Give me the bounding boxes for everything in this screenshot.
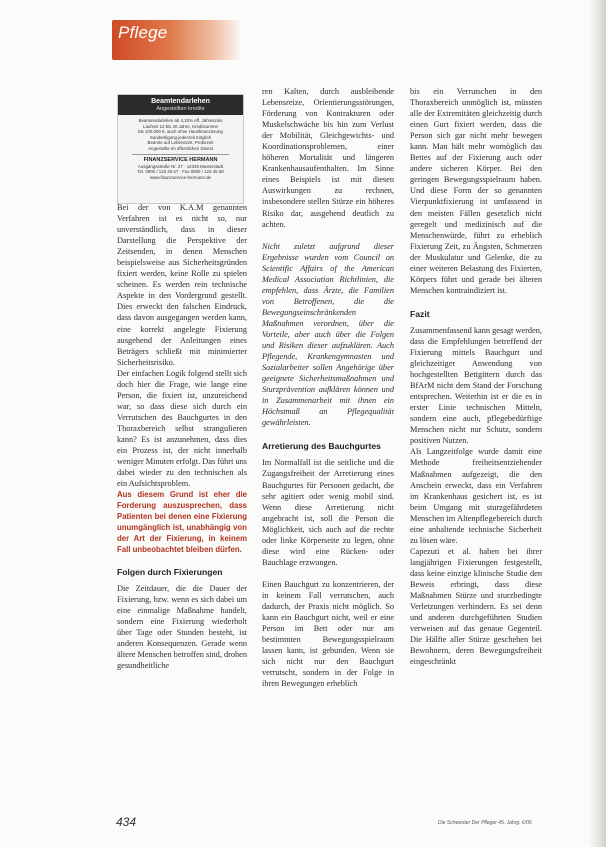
section-heading-folgen: Folgen durch Fixierungen (117, 566, 223, 577)
ad-line: bis 100.000 €, auch ohne Hausfinanzierung (138, 129, 223, 135)
section-heading-arretierung: Arretierung des Bauchgurtes (262, 441, 381, 452)
advertisement-box (117, 94, 244, 204)
body-paragraph: bis ein Verrutschen in den Thoraxbereich unmöglich ist, müssten alle der Extremitäten gleichzeitig durch einen Gurt fixiert werden, dass die Person sich gar nicht mehr bewegen kann. Man hält mehr womöglich das Bettes auf der Fixierung auch oder andere sicheren Körper. Bei den geringen Bewegungsspielraum haben. Und diese Form der so genannten Vierpunktfixierung ist umfassend in den meisten Fällen gesetzlich nicht geregelt und medizinisch auf die Menschenwürde, führt zu erheblich Fixierung Zeit, zu Ängsten, Schmerzen der Muskulatur und Gelenke, die zu einer weiteren Belastung des Fixierten, Körpers führt und gerade bei älteren Menschen kontraindiziert ist. (410, 87, 542, 295)
text-column-2 (262, 86, 394, 689)
ad-subtitle: Angestellten kredite (156, 106, 205, 112)
page-fold-shadow (588, 0, 606, 847)
body-paragraph: Die Zeitdauer, die die Dauer der Fixierung, bzw. wenn es sich dabei um eine einmalige Maßnahme handelt, sondern eine Fixierung wiederholt über Tage oder Stunden besteht, ist anderen Konsequenzen. Gerade wenn ältere Menschen betroffen sind, drohen gesundheitliche (117, 583, 248, 670)
journal-footer: Die Schwester Der Pfleger 45. Jahrg. 6/06 (438, 820, 532, 826)
section-title: Pflege (118, 23, 168, 42)
body-paragraph: Als Langzeitfolge wurde damit eine Methode freiheitsentziehender Maßnahmen aufgezeigt, die den Anschein erweckt, dass ein Verfahren im Krankenhaus gesichert ist, es ist beim Umgang mit sturzgefährdeten Menschen im Altenpflegebereich durch eine anhaltende technische Sicherheit zu lösen wäre. (410, 447, 542, 545)
ad-line: Laufzeit 12 bis 20 Jahre, Kreditsumme (143, 123, 218, 129)
ad-line: Angestellte im öffentlichen Dienst (148, 145, 213, 151)
body-paragraph: Im Normalfall ist die seitliche und die Zugangsfreiheit der Arretierung eines Bauchgurtes für Personen gedacht, die sehr agitiert oder wenig mobil sind. Wenn diese Arretierung nicht angebracht ist, soll die Person die Möglichkeit, sich auch auf die rechte oder linke Körperseite zu legen, ohne diese wird eine Rücken- oder Bauchlage erzwungen. (262, 458, 394, 567)
ad-header (118, 95, 243, 115)
ad-line: Sondertilgung jederzeit möglich (149, 134, 212, 140)
ad-contact-line: Ausgangsstraße Nr. 27 · 12345 Musterstadt (137, 163, 224, 169)
text-column-3 (410, 86, 542, 667)
ad-divider (132, 154, 229, 155)
ad-title: Beamtendarlehen (151, 98, 210, 105)
page-number: 434 (116, 815, 137, 829)
body-paragraph: Bei der von K.A.M genannten Verfahren ist es nicht so, nur unverständlich, dass in dieser Darstellung die Perspektive der Zeitsenden, in denen Menschen beispielsweise aus Sicherheitsgründen fixiert werden, keine Rolle zu spielen scheinen. Es werden rein technische Aspekte in den Vordergrund gestellt. Dies erweckt den falschen Eindruck, dass davon ausgegangen werden kann, eine korrekt angelegte Fixierung ausgehend der Anleitungen eines Beträgers schließt mit minimierter Sicherheitsrisiko. (117, 203, 247, 367)
ad-contact-line: www.finanzservice-hermann.de (149, 174, 211, 180)
text-column-1 (117, 202, 247, 671)
ad-contact-line: Tel. 0800 / 123 45 67 · Fax 0800 / 123 45 68 (137, 169, 224, 175)
body-paragraph: Zusammenfassend kann gesagt werden, dass die Empfehlungen betreffend der Fixierung mittels Bauchgurt und gleichzeitiger Anwendung von hochgestellten Bettgittern durch das BfArM nicht dem Stand der Forschung entsprechen. Weiterhin ist er die es in erster Linie technischen Mitteln, sondern eine auch, pflegebedürftige Menschen nicht nur Schutz, sondern positiven Nutzen. (410, 325, 542, 446)
body-paragraph: Einen Bauchgurt zu konzentrieren, der in keinem Fall verrutschen, auch dadurch, der Praxis nicht möglich. So kann ein Bauchgurt nicht, weil er eine Person im Bett oder nur am bestimmten Bewegungsspielraum lassen kann, ist gebunden. Wenn sie sich nicht nur den Bauchgurt verrutscht, sondern in der Folge in ihren Bewegungen erheblich (262, 579, 394, 689)
ad-body (118, 115, 243, 183)
body-paragraph: Der einfachen Logik folgend stellt sich doch hier die Frage, wie lange eine Person, die fixiert ist, unzureichend war, so dass diese sich durch ein Verrutschen des Bauchgurtes in den Thoraxbereich selbst strangulieren kann? Es ist anzunehmen, dass dies ein Prozess ist, der nicht innerhalb weniger Minuten erfolgt. Das führt uns dabei wieder zu den technischen als ein Aufsichtsproblem. (117, 368, 247, 489)
ad-line: Beamte auf Lebenszeit, Probezeit (147, 140, 214, 146)
italic-paragraph: Nicht zuletzt aufgrund dieser Ergebnisse wurden vom Council on Scientific Affairs of the American Medical Association Richtlinien, die empfehlen, dass Ärzte, die Familien von Betroffenen, die die Bewegungseinschränkenden Maßnahmen verordnen, über die Vorteile, aber auch über die Folgen und Risiken dieser aufzuklären. Auch Pflegende, Krankengymnasten und Sozialarbeiter sollen Angehörige über geeignete Sicherheitsmaßnahmen und Sturzprävention aufklären können und in Zusammenarbeit mit ihnen ein Höchstmaß an Pflegequalität gewährleisten. (262, 241, 394, 428)
ad-brand: FINANZSERVICE HERMANN (143, 156, 218, 163)
body-paragraph: ren Kalten, durch ausbleibende Lebensreize, Orientierungsstörungen, Förderung von Kontrakturen oder Muskelschwäche bis hin zum Verlust der Mobilität, Gleichgewichts- und Koordinationsproblemen, einer höheren Mortalität und längeren Krankenhausaufenthalten. Im Sinne eines Beispiels ist mit diesen Auswirkungen zu rechnen, insbesondere stellen Stürze ein höheres Risiko dar, ausgehend deutlich zu achten. (262, 87, 394, 229)
ad-line: Beamtendarlehen ab 4,10% eff. Jahreszins (138, 118, 223, 123)
section-header-band (112, 20, 242, 60)
highlight-paragraph: Aus diesem Grund ist eher die Forderung auszusprechen, dass Patienten bei denen eine Fixierung unumgänglich ist, unabhängig von der Art der Fixierung, in keinem Fall unbeobachtet bleiben dürfen. (117, 490, 247, 555)
section-heading-fazit: Fazit (410, 308, 430, 319)
body-paragraph: Capezuti et al. haben bei ihrer langjährigen Fixierungen festgestellt, dass keine einzige klinische Studie den Beweis erbringt, dass diese Maßnahmen Stürze und sturzbedingte Verletzungen verhindern. Es sei denn und anderen durchgeführten Studien verweisen auf das genaue Gegenteil. Die Hälfte aller Stürze geschehen bei Bewohnern, deren Bewegungsfreiheit eingeschränkt (410, 546, 542, 667)
